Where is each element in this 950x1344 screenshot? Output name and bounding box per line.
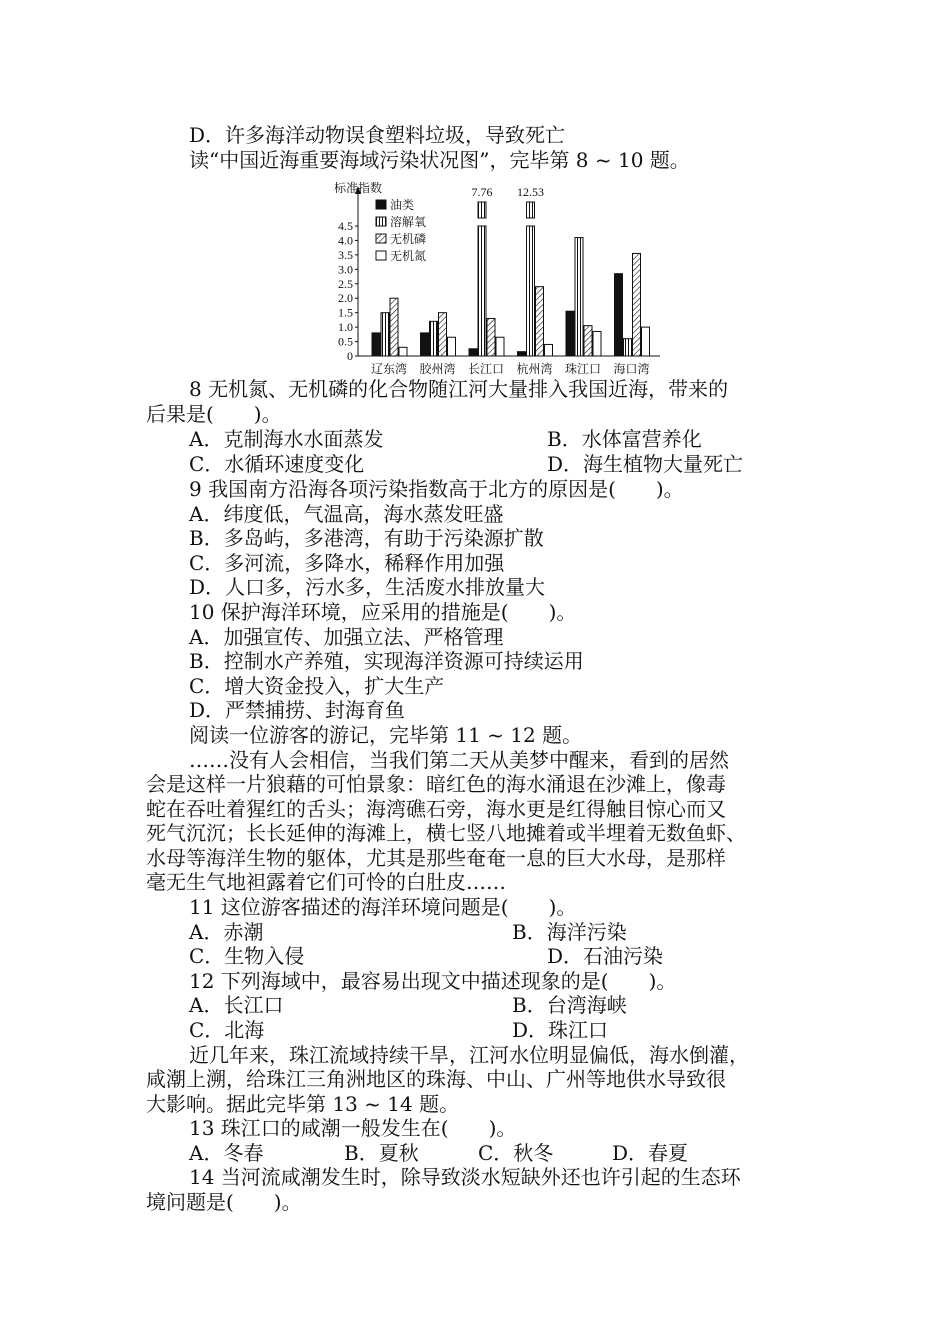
q11-option-a: A．赤潮 (189, 920, 264, 944)
bar (372, 333, 380, 356)
y-tick-label: 2.0 (338, 291, 353, 306)
bar (439, 313, 447, 356)
bar (478, 226, 486, 356)
bar (399, 347, 407, 356)
bar (469, 349, 477, 356)
bar (381, 313, 389, 356)
category-label: 海口湾 (613, 362, 650, 376)
q12-stem: 12 下列海域中，最容易出现文中描述现象的是( )。 (189, 969, 677, 993)
y-tick-label: 4.0 (338, 233, 353, 248)
q8-stem: 8 无机氮、无机磷的化合物随江河大量排入我国近海，带来的 (189, 377, 729, 401)
y-tick-label: 3.5 (338, 247, 353, 262)
q11-option-c: C．生物入侵 (189, 944, 305, 968)
q12-option-d: D．珠江口 (512, 1018, 609, 1042)
bar (518, 352, 526, 356)
y-tick-label: 2.5 (338, 276, 353, 291)
passage-intro: 阅读一位游客的游记，完毕第 11 ~ 12 题。 (189, 723, 583, 747)
bar (390, 298, 398, 356)
q12-option-c: C．北海 (189, 1018, 265, 1042)
legend-label: 无机磷 (390, 232, 427, 246)
bar (527, 226, 535, 356)
q14-stem: 14 当河流咸潮发生时，除导致淡水短缺外还也许引起的生态环 (189, 1165, 741, 1189)
q10-option-a: A．加强宣传、加强立法、严格管理 (189, 625, 504, 649)
passage-line-3: 蛇在吞吐着猩红的舌头；海湾礁石旁，海水更是红得触目惊心而又 (146, 797, 726, 821)
bar (496, 337, 504, 356)
q12-option-a: A．长江口 (189, 993, 284, 1017)
chart-intro: 读“中国近海重要海域污染状况图”，完毕第 8 ~ 10 题。 (189, 148, 690, 172)
q8-stem-cont: 后果是( )。 (146, 402, 282, 426)
q13-option-a: A．冬春 (189, 1141, 264, 1165)
legend-label: 溶解氧 (390, 215, 427, 229)
y-tick-label: 3.0 (338, 262, 353, 277)
passage-line-6: 毫无生气地袒露着它们可怜的白肚皮…… (146, 870, 506, 894)
q10-option-c: C．增大资金投入，扩大生产 (189, 674, 445, 698)
legend-swatch (376, 200, 386, 209)
legend-swatch (376, 251, 386, 260)
salt-tide-line-2: 咸潮上溯，给珠江三角洲地区的珠海、中山、广州等地供水导致很 (146, 1067, 726, 1091)
y-tick-label: 1.0 (338, 320, 353, 335)
q13-option-c: C．秋冬 (478, 1141, 554, 1165)
bar (584, 326, 592, 356)
q13-option-d: D．春夏 (612, 1141, 689, 1165)
q8-option-d: D．海生植物大量死亡 (547, 452, 744, 476)
category-label: 辽东湾 (370, 362, 408, 376)
passage-line-2: 会是这样一片狼藉的可怕景象：暗红色的海水涌退在沙滩上，像毒 (146, 772, 726, 796)
category-label: 胶州湾 (419, 362, 456, 376)
passage-line-1: ……没有人会相信，当我们第二天从美梦中醒来，看到的居然 (189, 748, 729, 772)
y-tick-label: 0 (347, 349, 353, 363)
bar (615, 274, 623, 356)
q13-stem: 13 珠江口的咸潮一般发生在( )。 (189, 1116, 517, 1140)
passage-line-4: 死气沉沉；长长延伸的海滩上，横七竖八地摊着或半埋着无数鱼虾、 (146, 821, 746, 845)
bar (575, 238, 583, 356)
bar (593, 331, 601, 356)
y-tick-label: 4.5 (338, 219, 353, 233)
category-label: 长江口 (467, 362, 505, 376)
legend-label: 油类 (390, 198, 415, 212)
bar-break-top (478, 202, 486, 218)
bar (566, 311, 574, 356)
q9-option-b: B．多岛屿，多港湾，有助于污染源扩散 (189, 526, 544, 550)
bar (633, 253, 641, 356)
category-label: 杭州湾 (516, 362, 553, 376)
q9-option-a: A．纬度低，气温高，海水蒸发旺盛 (189, 502, 504, 526)
bar (536, 287, 544, 356)
q8-option-c: C．水循环速度变化 (189, 452, 365, 476)
q8-option-a: A．克制海水水面蒸发 (189, 427, 384, 451)
bar (642, 327, 650, 356)
salt-tide-line-3: 大影响。据此完毕第 13 ~ 14 题。 (146, 1092, 460, 1116)
q10-stem: 10 保护海洋环境，应采用的措施是( )。 (189, 600, 577, 624)
y-tick-label: 0.5 (338, 334, 353, 349)
bar (624, 339, 632, 356)
pollution-chart (330, 172, 666, 380)
q10-option-b: B．控制水产养殖，实现海洋资源可持续运用 (189, 649, 584, 673)
bar (448, 337, 456, 356)
q10-option-d: D．严禁捕捞、封海育鱼 (189, 698, 406, 722)
bar-annotation: 12.53 (517, 185, 544, 199)
y-tick-label: 1.5 (338, 305, 353, 320)
q8-option-b: B．水体富营养化 (547, 427, 702, 451)
q12-option-b: B．台湾海峡 (512, 993, 627, 1017)
legend-swatch (376, 217, 386, 226)
passage-line-5: 水母等海洋生物的躯体，尤其是那些奄奄一息的巨大水母，是那样 (146, 846, 726, 870)
bar-break-top (527, 202, 535, 218)
bar-annotation: 7.76 (471, 185, 493, 199)
q9-stem: 9 我国南方沿海各项污染指数高于北方的原因是( )。 (189, 477, 684, 501)
q9-option-c: C．多河流，多降水，稀释作用加强 (189, 551, 505, 575)
q14-stem-cont: 境问题是( )。 (146, 1190, 302, 1214)
legend-label: 无机氮 (390, 249, 427, 263)
bar (421, 333, 429, 356)
bar (430, 321, 438, 356)
bar (487, 318, 495, 356)
category-label: 珠江口 (564, 362, 602, 376)
y-axis-label: 标准指数 (334, 181, 383, 195)
q11-option-d: D．石油污染 (547, 944, 664, 968)
legend-swatch (376, 234, 386, 243)
bar (545, 344, 553, 356)
salt-tide-line-1: 近几年来，珠江流域持续干旱，江河水位明显偏低，海水倒灌， (189, 1043, 749, 1067)
q11-option-b: B．海洋污染 (512, 920, 627, 944)
option-d-q7: D．许多海洋动物误食塑料垃圾，导致死亡 (189, 123, 566, 147)
q13-option-b: B．夏秋 (344, 1141, 419, 1165)
q11-stem: 11 这位游客描述的海洋环境问题是( )。 (189, 895, 577, 919)
q9-option-d: D．人口多，污水多，生活废水排放量大 (189, 575, 546, 599)
